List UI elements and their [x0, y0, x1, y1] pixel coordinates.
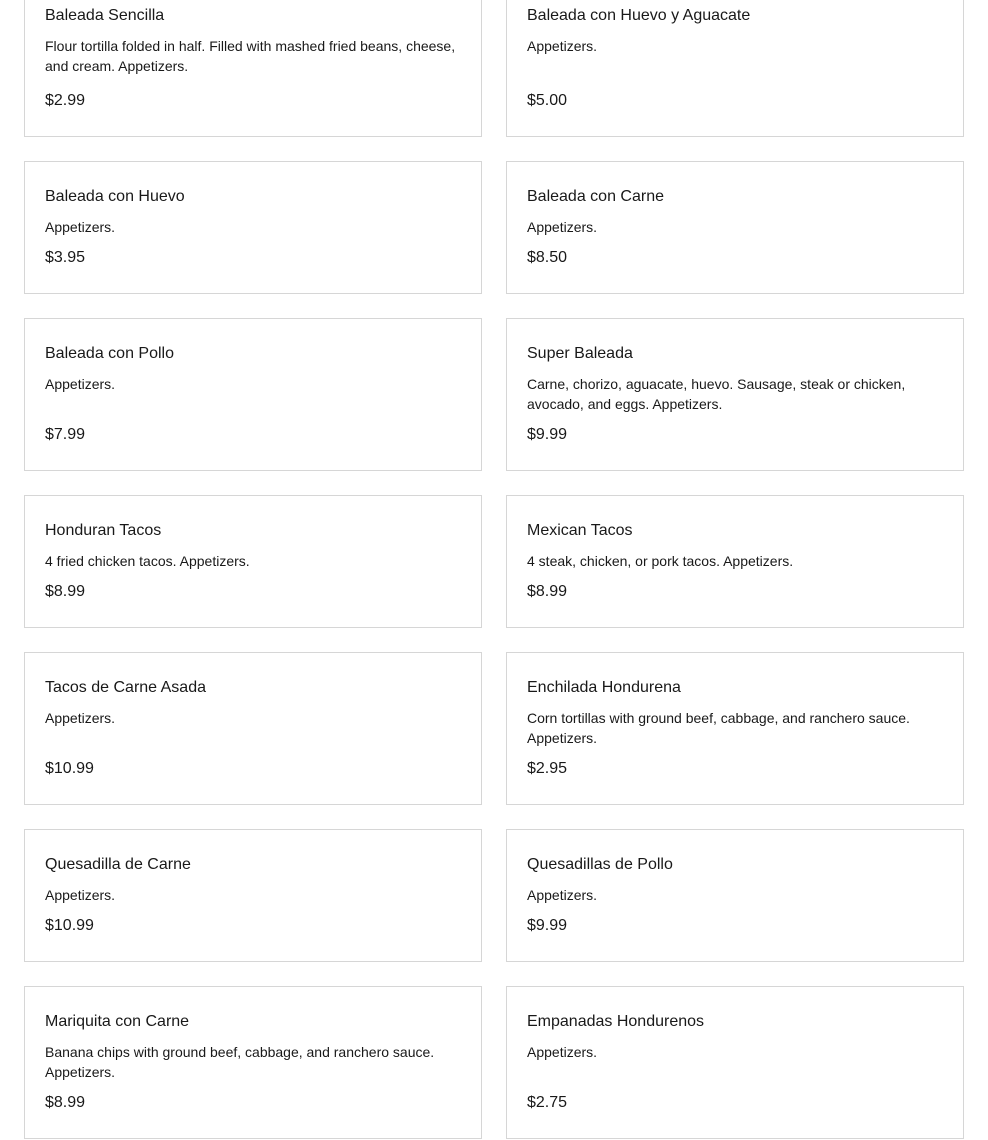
menu-item-price: $9.99: [527, 917, 568, 934]
menu-item-description: Flour tortilla folded in half. Filled with mashed fried beans, cheese, and cream. Appetizers.: [45, 38, 456, 74]
menu-item-card[interactable]: [506, 0, 964, 137]
menu-item-name: Quesadillas de Pollo: [527, 856, 673, 873]
menu-item-price: $2.75: [527, 1094, 568, 1111]
menu-item-name: Mexican Tacos: [527, 522, 633, 539]
menu-item-description: Appetizers.: [527, 38, 598, 54]
menu-item-card[interactable]: [24, 318, 482, 471]
menu-item-grid: [24, 0, 964, 1139]
menu-item-card[interactable]: [24, 986, 482, 1139]
menu-item-description: Carne, chorizo, aguacate, huevo. Sausage, steak or chicken, avocado, and eggs. Appetizers.: [527, 376, 906, 412]
menu-item-description: Appetizers.: [527, 219, 598, 235]
menu-item-name: Baleada Sencilla: [45, 7, 165, 24]
menu-item-name: Enchilada Hondurena: [527, 679, 681, 696]
menu-item-price: $3.95: [45, 249, 86, 266]
menu-item-name: Tacos de Carne Asada: [45, 679, 206, 696]
menu-item-description: 4 steak, chicken, or pork tacos. Appetizers.: [527, 553, 794, 569]
menu-item-description: Appetizers.: [45, 376, 116, 392]
menu-item-price: $8.50: [527, 249, 568, 266]
menu-item-price: $10.99: [45, 917, 94, 934]
menu-item-card[interactable]: [24, 161, 482, 294]
menu-item-card[interactable]: [24, 495, 482, 628]
menu-item-price: $2.95: [527, 760, 568, 777]
menu-item-card[interactable]: [24, 0, 482, 137]
menu-item-card[interactable]: [506, 495, 964, 628]
menu-item-description: Appetizers.: [527, 887, 598, 903]
menu-item-description: Appetizers.: [45, 887, 116, 903]
menu-item-card[interactable]: [506, 161, 964, 294]
menu-item-card[interactable]: [506, 318, 964, 471]
menu-item-card[interactable]: [506, 829, 964, 962]
menu-item-price: $8.99: [527, 583, 568, 600]
menu-item-price: $2.99: [45, 92, 86, 109]
menu-item-description: Appetizers.: [45, 219, 116, 235]
menu-item-name: Honduran Tacos: [45, 522, 162, 539]
menu-item-name: Quesadilla de Carne: [45, 856, 191, 873]
menu-item-description: Banana chips with ground beef, cabbage, and ranchero sauce. Appetizers.: [45, 1044, 435, 1080]
menu-item-name: Super Baleada: [527, 345, 633, 362]
menu-item-card[interactable]: [24, 829, 482, 962]
menu-item-price: $10.99: [45, 760, 94, 777]
menu-item-price: $7.99: [45, 426, 86, 443]
menu-item-card[interactable]: [506, 652, 964, 805]
menu-item-name: Baleada con Huevo y Aguacate: [527, 7, 751, 24]
menu-item-name: Empanadas Hondurenos: [527, 1013, 705, 1030]
menu-item-description: 4 fried chicken tacos. Appetizers.: [45, 553, 250, 569]
menu-item-name: Baleada con Huevo: [45, 188, 185, 205]
menu-item-card[interactable]: [24, 652, 482, 805]
menu-item-card[interactable]: [506, 986, 964, 1139]
menu-item-price: $5.00: [527, 92, 568, 109]
menu-item-description: Appetizers.: [527, 1044, 598, 1060]
menu-item-name: Baleada con Carne: [527, 188, 664, 205]
menu-item-description: Corn tortillas with ground beef, cabbage, and ranchero sauce. Appetizers.: [527, 710, 910, 746]
menu-item-price: $8.99: [45, 1094, 86, 1111]
menu-item-name: Baleada con Pollo: [45, 345, 174, 362]
menu-item-price: $9.99: [527, 426, 568, 443]
menu-item-name: Mariquita con Carne: [45, 1013, 190, 1030]
menu-item-price: $8.99: [45, 583, 86, 600]
menu-item-description: Appetizers.: [45, 710, 116, 726]
